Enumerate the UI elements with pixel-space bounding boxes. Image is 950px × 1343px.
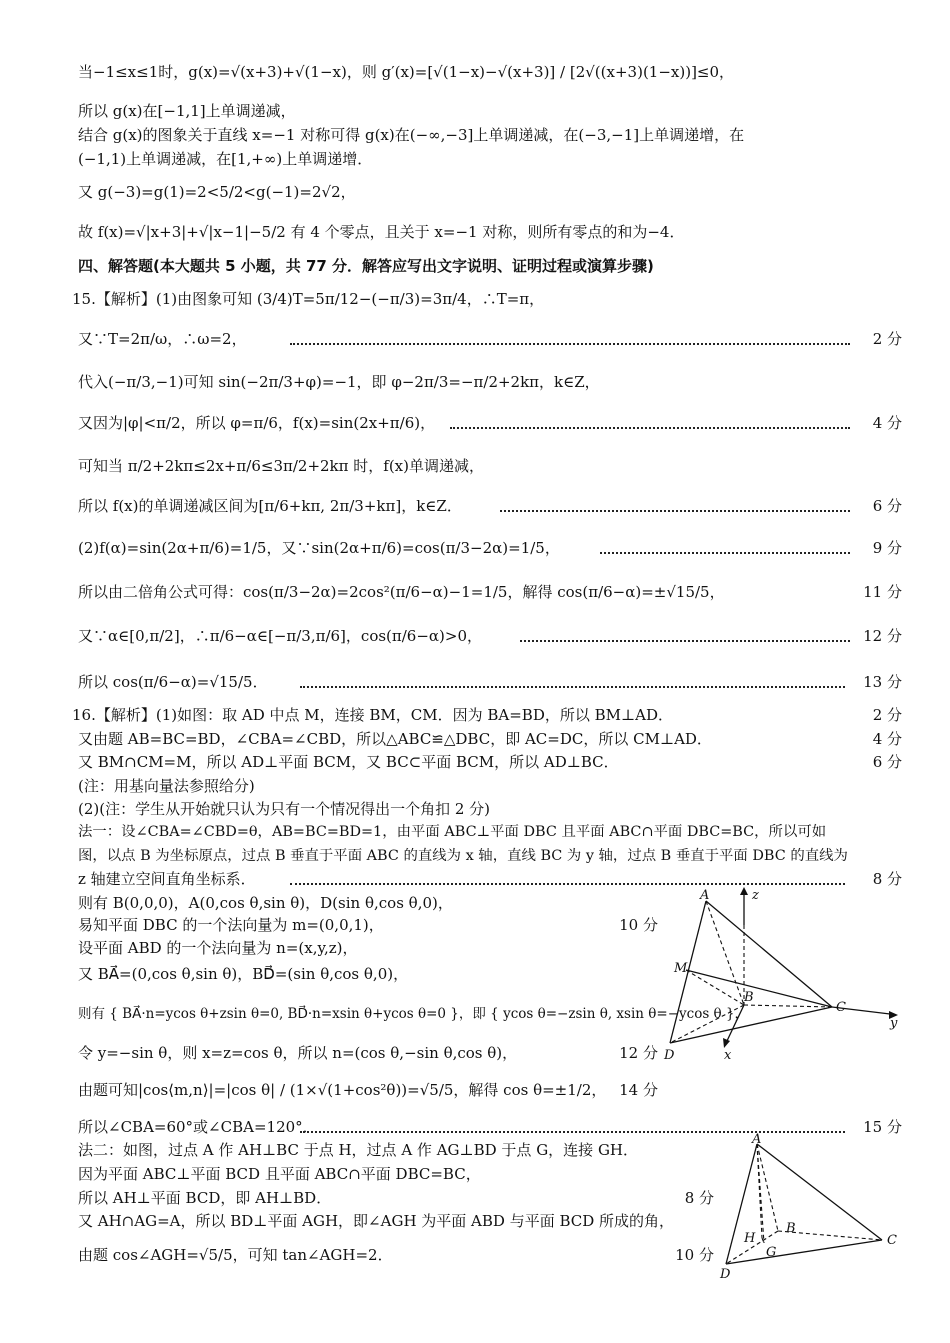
q15-line-6: 所以 f(x)的单调递减区间为[π/6+kπ, 2π/3+kπ]，k∈Z． xyxy=(78,497,462,515)
score: 11 分 xyxy=(863,583,902,601)
line-3: 结合 g(x)的图象关于直线 x=−1 对称可得 g(x)在(−∞,−3]上单调递减，在(−3,−1]上单调递增，在 xyxy=(78,126,745,144)
q16-line-16: 所以∠CBA=60°或∠CBA=120°． xyxy=(78,1118,318,1136)
edge-AD xyxy=(726,1144,757,1264)
line-4: (−1,1)上单调递减，在[1,+∞)上单调递增． xyxy=(78,150,373,168)
score: 15 分 xyxy=(863,1118,902,1136)
score: 14 分 xyxy=(619,1081,658,1099)
q16-line-18: 因为平面 ABC⊥平面 BCD 且平面 ABC∩平面 DBC=BC， xyxy=(78,1165,481,1183)
label-G: G xyxy=(766,1245,777,1260)
label-y: y xyxy=(890,1016,898,1031)
q16-line-21: 由题 cos∠AGH=√5/5，可知 tan∠AGH=2． xyxy=(78,1246,393,1264)
score: 4 分 xyxy=(872,414,902,432)
q16-line-2: 又由题 AB=BC=BD，∠CBA=∠CBD，所以△ABC≌△DBC，即 AC=DC，所以 CM⊥AD． xyxy=(78,730,712,748)
q16-line-17: 法二：如图，过点 A 作 AH⊥BC 于点 H，过点 A 作 AG⊥BD 于点 G，连接 GH． xyxy=(78,1141,639,1159)
score: 10 分 xyxy=(619,916,658,934)
q16-line-1: 16.【解析】(1)如图：取 AD 中点 M，连接 BM，CM．因为 BA=BD，所以 BM⊥AD． xyxy=(72,706,673,724)
score: 6 分 xyxy=(872,497,902,515)
q16-line-4: (注：用基向量法参照给分) xyxy=(78,777,255,795)
line-2: 所以 g(x)在[−1,1]上单调递减， xyxy=(78,102,296,120)
label-z: z xyxy=(752,888,759,903)
score: 12 分 xyxy=(619,1044,658,1062)
edge-BC xyxy=(744,1005,832,1007)
score: 2 分 xyxy=(872,706,902,724)
q15-line-2: 又∵T=2π/ω，∴ω=2， xyxy=(78,330,247,348)
q15-line-7: (2)f(α)=sin(2α+π/6)=1/5，又∵sin(2α+π/6)=cos(π/3−2α)=1/5， xyxy=(78,539,560,557)
label-A: A xyxy=(700,888,710,903)
figure-tetrahedron-agh xyxy=(710,1132,910,1282)
dots xyxy=(290,343,850,345)
q16-line-12: 又 BA⃗=(0,cos θ,sin θ)，BD⃗=(sin θ,cos θ,0)， xyxy=(78,965,409,983)
edge-BM xyxy=(686,970,744,1005)
score: 8 分 xyxy=(684,1189,714,1207)
q16-line-14: 令 y=−sin θ，则 x=z=cos θ，所以 n=(cos θ,−sin θ,cos θ)， xyxy=(78,1044,518,1062)
edge-DC xyxy=(670,1007,832,1043)
label-M: M xyxy=(674,961,688,976)
q16-line-5: (2)(注：学生从开始就只认为只有一个情况得出一个角扣 2 分) xyxy=(78,800,491,818)
q15-line-5: 可知当 π/2+2kπ≤2x+π/6≤3π/2+2kπ 时，f(x)单调递减， xyxy=(78,457,484,475)
label-B: B xyxy=(786,1221,796,1236)
q15-line-8: 所以由二倍角公式可得：cos(π/3−2α)=2cos²(π/6−α)−1=1/5，解得 cos(π/6−α)=±√15/5， xyxy=(78,583,725,601)
figure-coordinate-tetrahedron xyxy=(660,885,910,1070)
q16-line-13: 则有 { BA⃗·n=ycos θ+zsin θ=0, BD⃗·n=xsin θ+ycos θ=0 }，即 { ycos θ=−zsin θ, xsin θ=−ycos θ }， xyxy=(78,1006,749,1022)
q16-line-8: z 轴建立空间直角坐标系． xyxy=(78,870,256,888)
label-C: C xyxy=(887,1233,897,1248)
label-x: x xyxy=(724,1048,732,1063)
line-1: 当−1≤x≤1时，g(x)=√(x+3)+√(1−x)，则 g′(x)=[√(1−x)−√(x+3)] / [2√((x+3)(1−x))]≤0， xyxy=(78,63,735,81)
score: 10 分 xyxy=(675,1246,714,1264)
score: 6 分 xyxy=(872,753,902,771)
line-6: 故 f(x)=√|x+3|+√|x−1|−5/2 有 4 个零点，且关于 x=−1 对称，则所有零点的和为−4． xyxy=(78,223,685,241)
x-axis xyxy=(726,1005,744,1043)
label-D: D xyxy=(720,1267,731,1282)
section-heading: 四、解答题(本大题共 5 小题，共 77 分．解答应写出文字说明、证明过程或演算步骤) xyxy=(78,257,654,275)
score: 8 分 xyxy=(872,870,902,888)
q16-line-9: 则有 B(0,0,0)，A(0,cos θ,sin θ)，D(sin θ,cos θ,0)， xyxy=(78,894,453,912)
label-C: C xyxy=(836,1000,846,1015)
dots xyxy=(300,686,845,688)
score: 2 分 xyxy=(872,330,902,348)
q16-line-20: 又 AH∩AG=A，所以 BD⊥平面 AGH，即∠AGH 为平面 ABD 与平面 BCD 所成的角， xyxy=(78,1212,675,1230)
score: 12 分 xyxy=(863,627,902,645)
dots xyxy=(450,427,850,429)
edge-BD xyxy=(670,1005,744,1043)
edge-AC xyxy=(757,1144,882,1240)
q16-line-19: 所以 AH⊥平面 BCD，即 AH⊥BD． xyxy=(78,1189,332,1207)
x-arrow-icon xyxy=(723,1038,730,1048)
label-A: A xyxy=(752,1132,762,1147)
line-5: 又 g(−3)=g(1)=2<5/2<g(−1)=2√2， xyxy=(78,183,356,201)
score: 4 分 xyxy=(872,730,902,748)
q15-line-10: 所以 cos(π/6−α)=√15/5． xyxy=(78,673,268,691)
score: 9 分 xyxy=(872,539,902,557)
dots xyxy=(600,552,850,554)
q16-line-11: 设平面 ABD 的一个法向量为 n=(x,y,z)， xyxy=(78,939,358,957)
score: 13 分 xyxy=(863,673,902,691)
q15-line-3: 代入(−π/3,−1)可知 sin(−2π/3+φ)=−1，即 φ−2π/3=−π/2+2kπ，k∈Z， xyxy=(78,373,600,391)
z-arrow-icon xyxy=(740,887,748,895)
q16-line-15: 由题可知|cos⟨m,n⟩|=|cos θ| / (1×√(1+cos²θ))=√5/5，解得 cos θ=±1/2， xyxy=(78,1081,607,1099)
label-B: B xyxy=(744,990,754,1005)
label-H: H xyxy=(744,1231,756,1246)
q15-line-1: 15.【解析】(1)由图象可知 (3/4)T=5π/12−(−π/3)=3π/4，∴T=π， xyxy=(72,290,545,308)
dots xyxy=(520,640,850,642)
q15-line-9: 又∵α∈[0,π/2]，∴π/6−α∈[−π/3,π/6]，cos(π/6−α)>0， xyxy=(78,627,483,645)
q16-line-6: 法一：设∠CBA=∠CBD=θ，AB=BC=BD=1，由平面 ABC⊥平面 DBC 且平面 ABC∩平面 DBC=BC，所以可如 xyxy=(78,824,827,840)
label-D: D xyxy=(664,1048,675,1063)
q16-line-10: 易知平面 DBC 的一个法向量为 m=(0,0,1)， xyxy=(78,916,384,934)
dots xyxy=(500,510,850,512)
q15-line-4: 又因为|φ|<π/2，所以 φ=π/6，f(x)=sin(2x+π/6)， xyxy=(78,414,436,432)
q16-line-7: 图，以点 B 为坐标原点，过点 B 垂直于平面 ABC 的直线为 x 轴，直线 BC 为 y 轴，过点 B 垂直于平面 DBC 的直线为 xyxy=(78,848,848,864)
q16-line-3: 又 BM∩CM=M，所以 AD⊥平面 BCM，又 BC⊂平面 BCM，所以 AD⊥BC． xyxy=(78,753,619,771)
